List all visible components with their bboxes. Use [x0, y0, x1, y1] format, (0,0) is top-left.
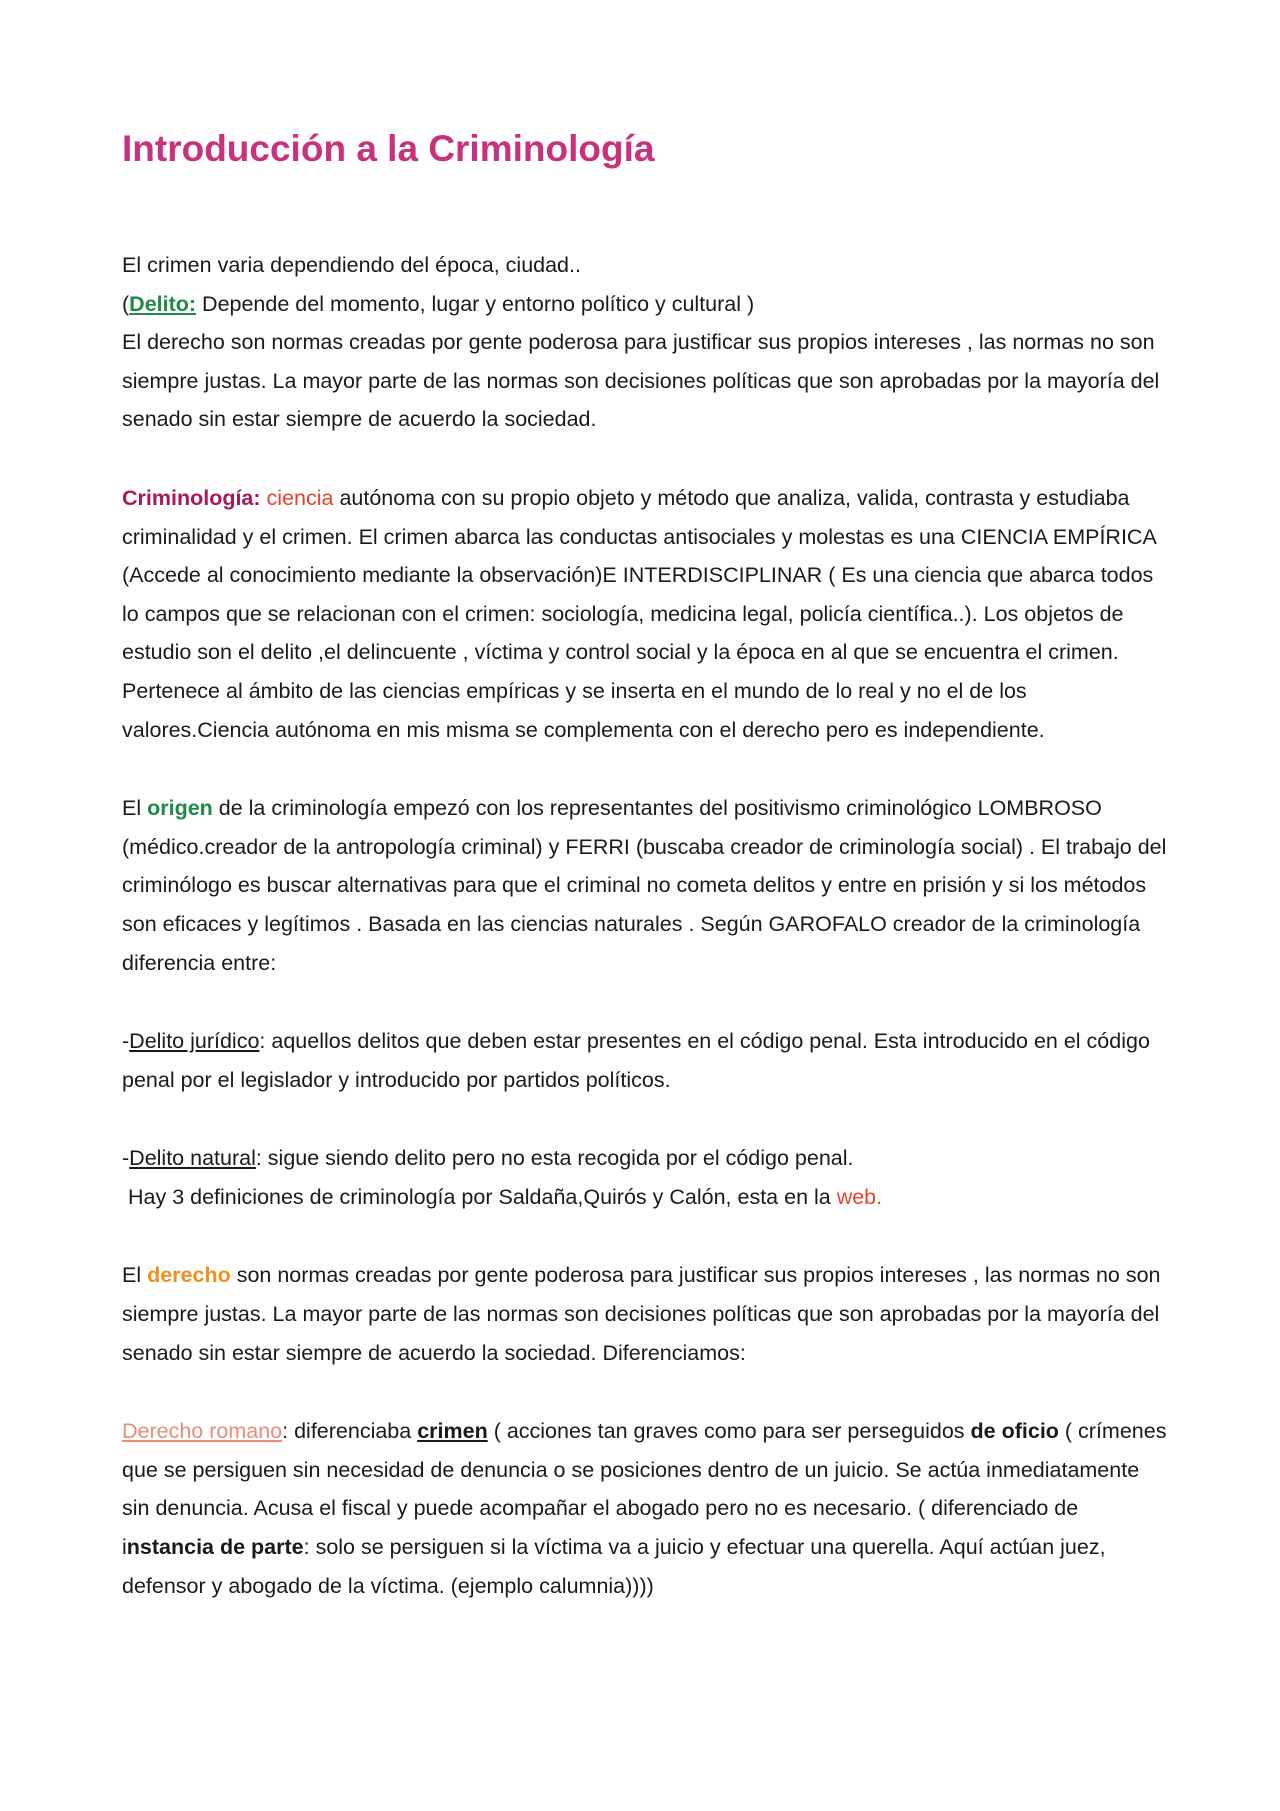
term-criminologia: Criminología:: [122, 485, 261, 510]
text: El crimen varia dependiendo del época, ciudad..: [122, 253, 581, 277]
paragraph-delito-natural: [122, 1139, 1172, 1216]
text: ( acciones tan graves como para ser perseguidos: [487, 1419, 971, 1444]
paragraph-origen: [122, 789, 1172, 982]
text: : aquellos delitos que deben estar presentes en el código penal. Esta introducido en el código penal por el legislador y introducido por partidos políticos.: [122, 1029, 1150, 1092]
term-derecho-romano: Derecho romano: [122, 1419, 283, 1444]
page-title: Introducción a la Criminología: [122, 128, 655, 169]
text: Depende del momento, lugar y entorno político y cultural ): [196, 291, 755, 316]
text: ( crímenes que se persiguen sin necesidad de denuncia o se posiciones dentro de un juicio. Se actúa inmediatamente sin denuncia. Acusa el fiscal y puede acompañar el abogado pero no es necesario. ( diferenciado de i: [122, 1419, 1167, 1560]
paragraph-derecho-romano: [122, 1412, 1172, 1605]
term-crimen: crimen: [417, 1419, 488, 1444]
term-origen: origen: [147, 796, 213, 821]
text: son normas creadas por gente poderosa para justificar sus propios intereses , las normas no son siempre justas. La mayor parte de las normas son decisiones políticas que son aprobadas por la mayoría del senado sin estar siempre de acuerdo la sociedad. Diferenciamos:: [122, 1263, 1161, 1365]
paragraph-delito-juridico: [122, 1022, 1172, 1099]
text: : sigue siendo delito pero no esta recogida por el código penal.: [255, 1146, 854, 1171]
text: El: [122, 1263, 148, 1288]
text: -: [122, 1146, 130, 1171]
text: : solo se persiguen si la víctima va a juicio y efectuar una querella. Aquí actúan juez, defensor y abogado de la víctima. (ejemplo calumnia)))): [122, 1535, 1106, 1598]
term-delito-natural: Delito natural: [129, 1146, 256, 1171]
text: : diferenciaba: [282, 1419, 418, 1444]
text: autónoma con su propio objeto y método que analiza, valida, contrasta y estudiaba criminalidad y el crimen. El crimen abarca las conductas antisociales y molestas es una CIENCIA EMPÍRICA (Accede al conocimiento mediante la observación)E INTERDISCIPLINAR ( Es una ciencia que abarca todos lo campos que se relacionan con el crimen: sociología, medicina legal, policía científica..). Los objetos de estudio son el delito ,el delincuente , víctima y control social y la época en al que se encuentra el crimen. Pertenece al ámbito de las ciencias empíricas y se inserta en el mundo de lo real y no el de los valores.Ciencia autónoma en mis misma se complementa con el derecho pero es independiente.: [122, 485, 1156, 742]
text: (: [122, 291, 130, 316]
document-body: [122, 246, 1172, 1605]
term-delito: Delito:: [129, 291, 197, 316]
paragraph-criminologia: [122, 479, 1172, 749]
paragraph-derecho: [122, 1256, 1172, 1372]
text: El: [122, 796, 148, 821]
text: de la criminología empezó con los representantes del positivismo criminológico LOMBROSO (médico.creador de la antropología criminal) y FERRI (buscaba creador de criminología social) . El trabajo del criminólogo es buscar alternativas para que el criminal no cometa delitos y entre en prisión y si los métodos son eficaces y legítimos . Basada en las ciencias naturales . Según GAROFALO creador de la criminología diferencia entre:: [122, 796, 1167, 975]
term-derecho: derecho: [147, 1263, 231, 1288]
term-ciencia: ciencia: [266, 485, 334, 510]
text: El derecho son normas creadas por gente poderosa para justificar sus propios intereses , las normas no son siempre justas. La mayor parte de las normas son decisiones políticas que son aprobadas por la mayoría del senado sin estar siempre de acuerdo la sociedad.: [122, 330, 1160, 432]
text: Hay 3 definiciones de criminología por Saldaña,Quirós y Calón, esta en la: [128, 1184, 837, 1209]
term-web: web.: [836, 1184, 883, 1209]
text: -: [122, 1029, 130, 1054]
term-de-oficio: de oficio: [970, 1419, 1059, 1444]
term-delito-juridico: Delito jurídico: [129, 1029, 260, 1054]
term-instancia-de-parte: nstancia de parte: [126, 1535, 304, 1560]
paragraph-crime-varies: [122, 246, 1172, 439]
